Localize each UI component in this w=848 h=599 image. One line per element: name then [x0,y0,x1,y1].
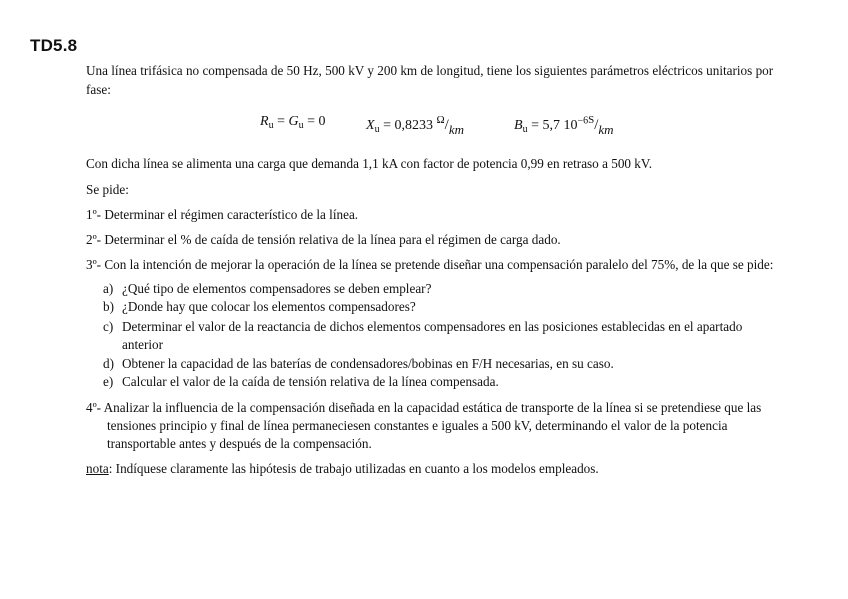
subitem-a-label: a) [103,281,114,296]
formula-g-symbol: G [288,114,299,129]
intro-paragraph-line-1: Una línea trifásica no compensada de 50 Hz, 500 kV y 200 km de longitud, tiene los siguientes parámetros eléctricos unitarios por [86,63,774,78]
subitem-b [103,298,816,316]
subitem-b-text: ¿Donde hay que colocar los elementos compensadores? [122,299,416,314]
subitem-a [103,280,816,298]
exercise-title: TD5.8 [30,36,78,55]
formula-b-unit: $^S$/km [588,114,614,137]
nota-label: nota [86,461,109,476]
formula-b-symbol: B [514,118,523,133]
se-pide-label: Se pide: [86,182,129,197]
formula-b-exponent: −6 [577,115,589,127]
subitem-d [103,355,816,373]
formula-r-symbol: R [260,114,269,129]
formula-r-subscript: u [268,120,274,131]
formula-equals: = [273,114,289,129]
formula-b-subscript: u [522,124,528,135]
subitem-d-label: d) [103,356,114,371]
nota-text: : Indíquese claramente las hipótesis de trabajo utilizadas en cuanto a los modelos empleados. [108,461,599,476]
formula-x-unit: $^\Omega$/km [436,114,464,137]
nota-paragraph [86,460,816,478]
formula-b-unit-numerator: S [588,114,595,126]
subitem-c-label: c) [103,319,114,334]
question-4-line-3: transportable antes y después de la compensación. [107,436,372,451]
formula-reactance [366,114,464,138]
formula-g-subscript: u [298,120,304,131]
question-1: 1º- Determinar el régimen característico de la línea. [86,207,359,222]
subitem-e [103,373,816,391]
subitem-c-text: Determinar el valor de la reactancia de dichos elementos compensadores en las posiciones establecidas en el apartado [122,319,743,334]
formula-x-unit-denominator: km [448,122,464,137]
intro-paragraph-line-2: fase: [86,82,111,97]
formula-resistance-conductance [260,114,326,131]
formula-x-unit-numerator: Ω [436,114,445,126]
formula-x-subscript: u [374,124,380,135]
load-paragraph: Con dicha línea se alimenta una carga que demanda 1,1 kA con factor de potencia 0,99 en retraso a 500 kV. [86,156,653,171]
subitem-e-label: e) [103,374,114,389]
parameters-formula [0,112,848,142]
formula-x-value: = 0,8233 [379,118,437,133]
formula-b-unit-denominator: km [598,122,614,137]
subitem-e-text: Calcular el valor de la caída de tensión relativa de la línea compensada. [122,374,499,389]
formula-susceptance [514,114,614,138]
question-2: 2º- Determinar el % de caída de tensión relativa de la línea para el régimen de carga dado. [86,232,561,247]
formula-x-symbol: X [366,118,375,133]
question-3: 3º- Con la intención de mejorar la operación de la línea se pretende diseñar una compensación paralelo del 75%, de la que se pide: [86,257,774,272]
subitem-a-text: ¿Qué tipo de elementos compensadores se deben emplear? [122,281,432,296]
subitem-b-label: b) [103,299,114,314]
formula-b-value: = 5,7 10 [527,118,578,133]
question-4-line-1: 4º- Analizar la influencia de la compensación diseñada en la capacidad estática de transporte de la línea si se pretendiese que las [86,400,762,415]
subitem-c-continuation: anterior [122,337,164,352]
subitem-c [103,318,816,336]
question-4-line-2: tensiones principio y final de línea permaneciesen constantes e iguales a 500 kV, determinando el valor de la potencia [107,418,728,433]
subitem-d-text: Obtener la capacidad de las baterías de condensadores/bobinas en F/H necesarias, en su caso. [122,356,614,371]
formula-rg-value: = 0 [303,114,326,129]
